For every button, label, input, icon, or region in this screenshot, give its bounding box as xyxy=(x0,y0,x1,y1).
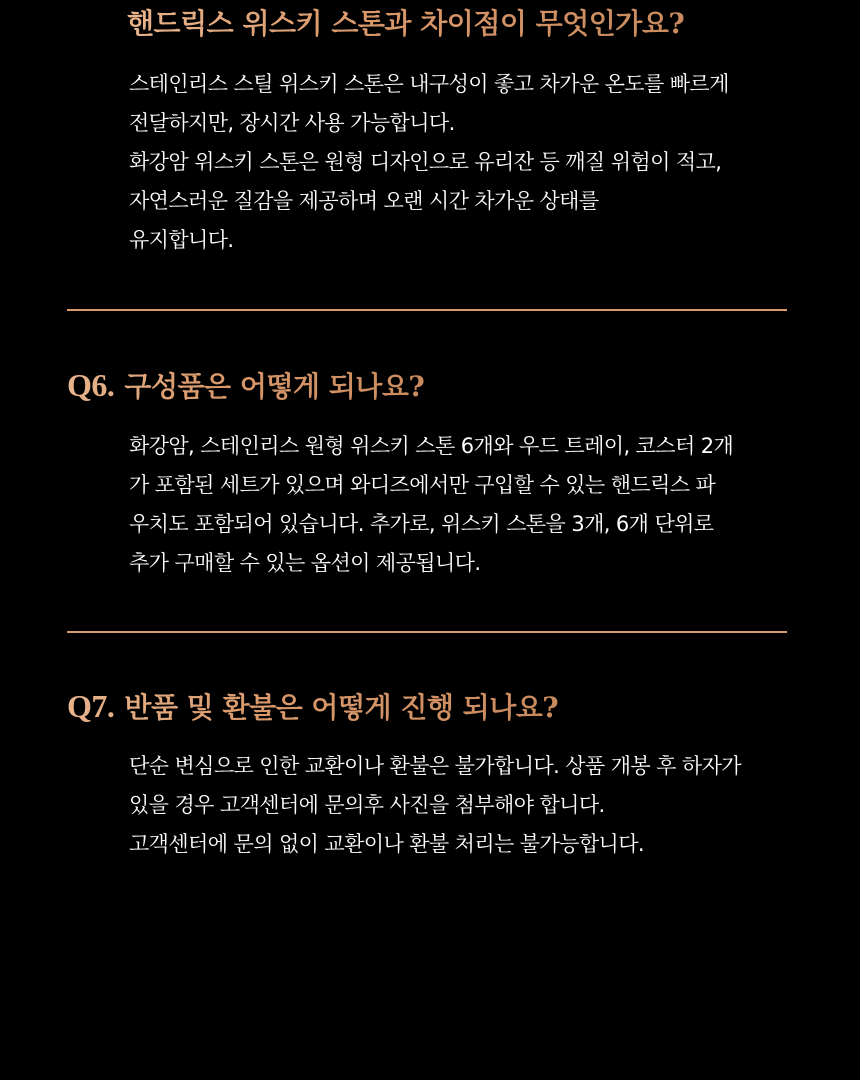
faq-answer xyxy=(129,747,809,864)
answer-line: 전달하지만, 장시간 사용 가능합니다. xyxy=(129,111,455,135)
question-number: Q6. xyxy=(67,367,115,403)
answer-line: 가 포함된 세트가 있으며 와디즈에서만 구입할 수 있는 핸드릭스 파 xyxy=(129,473,716,497)
question-number: Q7. xyxy=(67,688,115,724)
faq-question: 핸드릭스 위스키 스톤과 차이점이 무엇인가요? xyxy=(127,4,684,44)
answer-line: 화강암 위스키 스톤은 원형 디자인으로 유리잔 등 깨질 위험이 적고, xyxy=(129,150,722,174)
answer-line: 우치도 포함되어 있습니다. 추가로, 위스키 스톤을 3개, 6개 단위로 xyxy=(129,512,714,536)
section-divider xyxy=(67,309,787,311)
question-text: 구성품은 어떻게 되나요? xyxy=(124,370,425,403)
answer-line: 추가 구매할 수 있는 옵션이 제공됩니다. xyxy=(129,551,481,575)
answer-line: 유지합니다. xyxy=(129,228,234,252)
faq-question xyxy=(67,686,558,728)
answer-line: 화강암, 스테인리스 원형 위스키 스톤 6개와 우드 트레이, 코스터 2개 xyxy=(129,434,734,458)
answer-line: 고객센터에 문의 없이 교환이나 환불 처리는 불가능합니다. xyxy=(129,832,644,856)
faq-answer xyxy=(129,65,809,260)
answer-line: 단순 변심으로 인한 교환이나 환불은 불가합니다. 상품 개봉 후 하자가 xyxy=(129,754,741,778)
section-divider xyxy=(67,631,787,633)
question-text: 반품 및 환불은 어떻게 진행 되나요? xyxy=(124,691,559,724)
faq-answer xyxy=(129,427,809,583)
faq-question xyxy=(67,365,424,407)
answer-line: 스테인리스 스틸 위스키 스톤은 내구성이 좋고 차가운 온도를 빠르게 xyxy=(129,72,729,96)
answer-line: 자연스러운 질감을 제공하며 오랜 시간 차가운 상태를 xyxy=(129,189,599,213)
answer-line: 있을 경우 고객센터에 문의후 사진을 첨부해야 합니다. xyxy=(129,793,605,817)
